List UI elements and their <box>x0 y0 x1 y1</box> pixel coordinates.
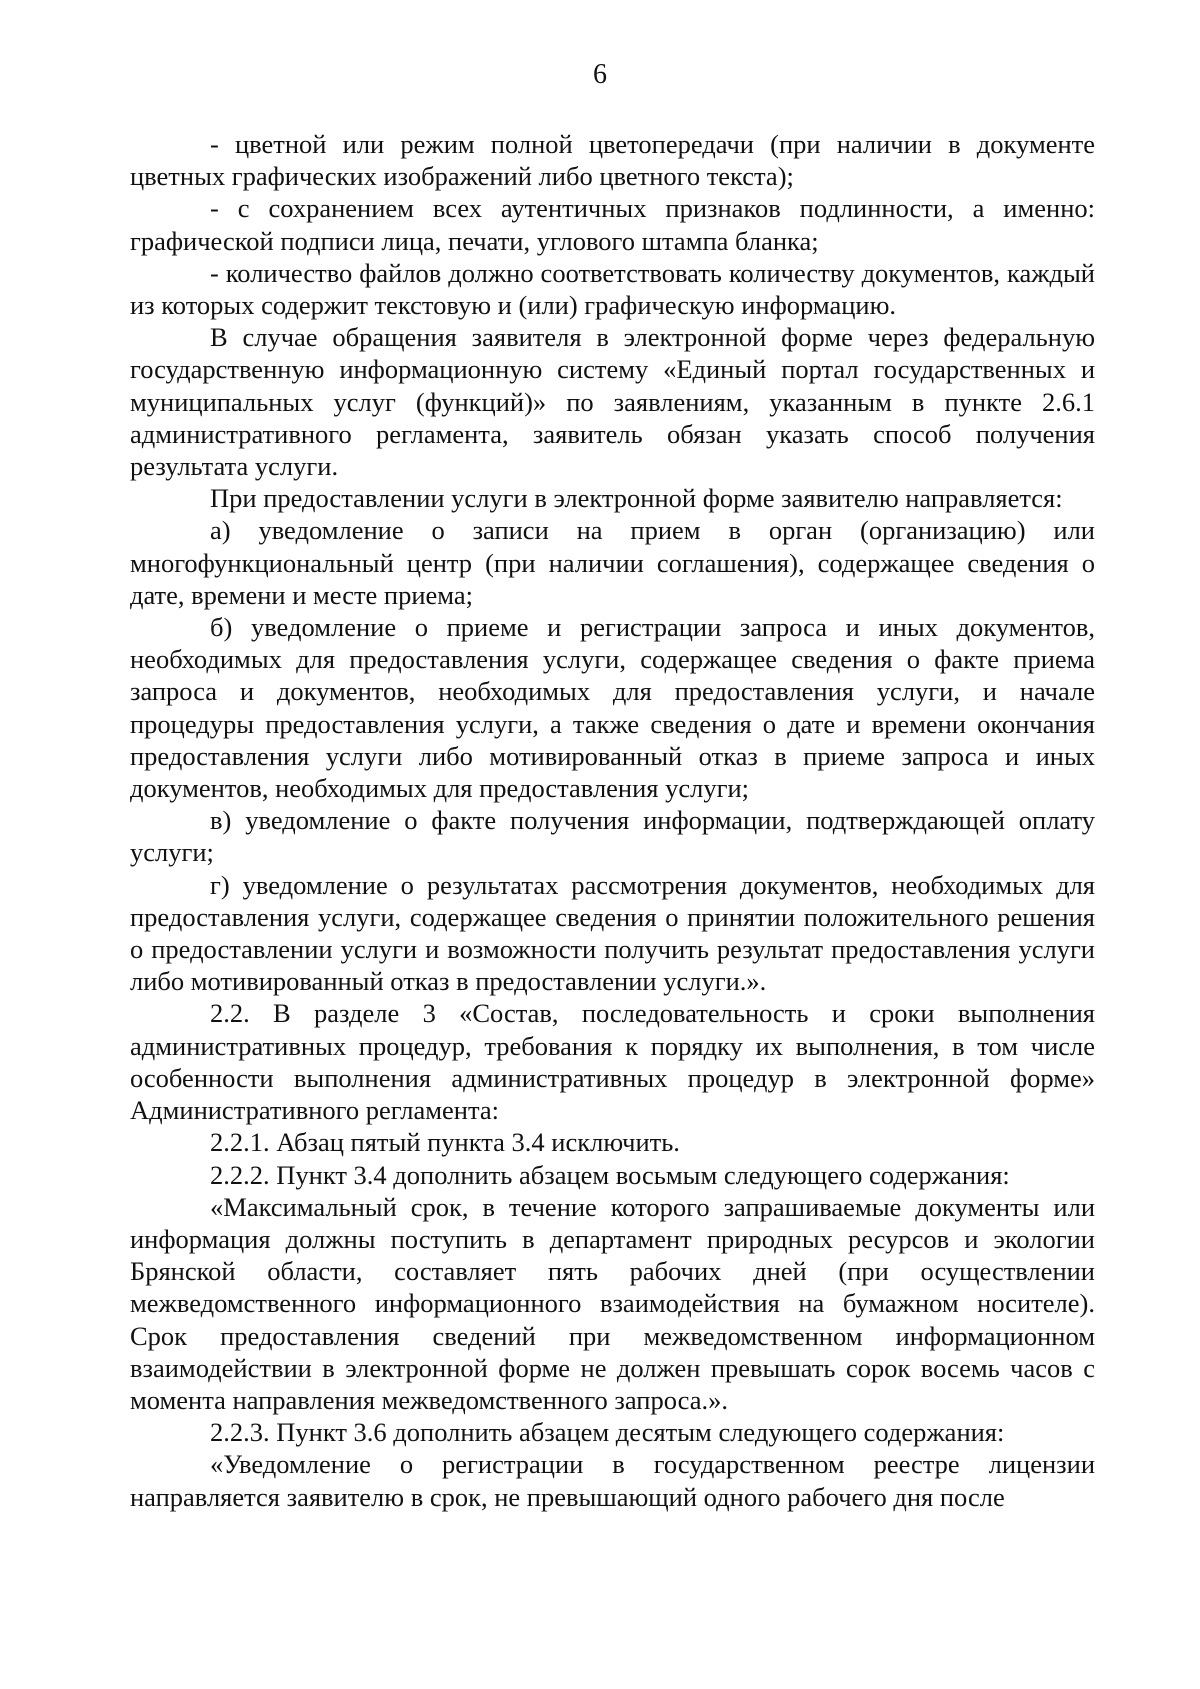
paragraph-registration-notice: «Уведомление о регистрации в государственном реестре лицензии направляется заявителю в срок, не превышающий одного рабочего дня после <box>130 1449 1095 1512</box>
paragraph-section-2-2: 2.2. В разделе 3 «Состав, последовательность и сроки выполнения административных процедур, требования к порядку их выполнения, в том числе особенности выполнения административных процедур в электронной форме» Административного регламента: <box>130 998 1095 1126</box>
paragraph-section-2-2-2: 2.2.2. Пункт 3.4 дополнить абзацем восьмым следующего содержания: <box>210 1159 1010 1190</box>
page-number: 6 <box>593 59 607 90</box>
paragraph-authenticity: - с сохранением всех аутентичных признаков подлинности, а именно: графической подписи лица, печати, углового штампа бланка; <box>130 193 1095 256</box>
paragraph-item-a: а) уведомление о записи на прием в орган (организацию) или многофункциональный центр (при наличии соглашения), содержащее сведения о дате, времени и месте приема; <box>130 515 1095 610</box>
paragraph-section-2-2-1: 2.2.1. Абзац пятый пункта 3.4 исключить. <box>210 1127 680 1158</box>
paragraph-color-mode: - цветной или режим полной цветопередачи (при наличии в документе цветных графических изображений либо цветного текста); <box>130 129 1095 192</box>
paragraph-electronic-request: В случае обращения заявителя в электронной форме через федеральную государственную информационную систему «Единый портал государственных и муниципальных услуг (функций)» по заявлениям, указанным в пункте 2.6.1 административного регламента, заявитель обязан указать способ получения результата услуги. <box>130 322 1095 482</box>
paragraph-max-term: «Максимальный срок, в течение которого запрашиваемые документы или информация должны поступить в департамент природных ресурсов и экологии Брянской области, составляет пять рабочих дней (при осуществлении межведомственного информационного взаимодействия на бумажном носителе). Срок предоставления сведений при межведомственном информационном взаимодействии в электронной форме не должен превышать сорок восемь часов с момента направления межведомственного запроса.». <box>130 1191 1095 1415</box>
paragraph-section-2-2-3: 2.2.3. Пункт 3.6 дополнить абзацем десятым следующего содержания: <box>210 1417 1005 1448</box>
document-body <box>130 128 1095 1513</box>
paragraph-item-v: в) уведомление о факте получения информации, подтверждающей оплату услуги; <box>130 805 1095 868</box>
paragraph-notifications-intro: При предоставлении услуги в электронной форме заявителю направляется: <box>210 483 1063 514</box>
paragraph-item-g: г) уведомление о результатах рассмотрения документов, необходимых для предоставления услуги, содержащее сведения о принятии положительного решения о предоставлении услуги и возможности получить результат предоставления услуги либо мотивированный отказ в предоставлении услуги.». <box>130 869 1095 997</box>
paragraph-item-b: б) уведомление о приеме и регистрации запроса и иных документов, необходимых для предоставления услуги, содержащее сведения о факте приема запроса и документов, необходимых для предоставления услуги, и начале процедуры предоставления услуги, а также сведения о дате и времени окончания предоставления услуги либо мотивированный отказ в приеме запроса и иных документов, необходимых для предоставления услуги; <box>130 612 1095 804</box>
paragraph-file-count: - количество файлов должно соответствовать количеству документов, каждый из которых содержит текстовую и (или) графическую информацию. <box>130 257 1095 321</box>
